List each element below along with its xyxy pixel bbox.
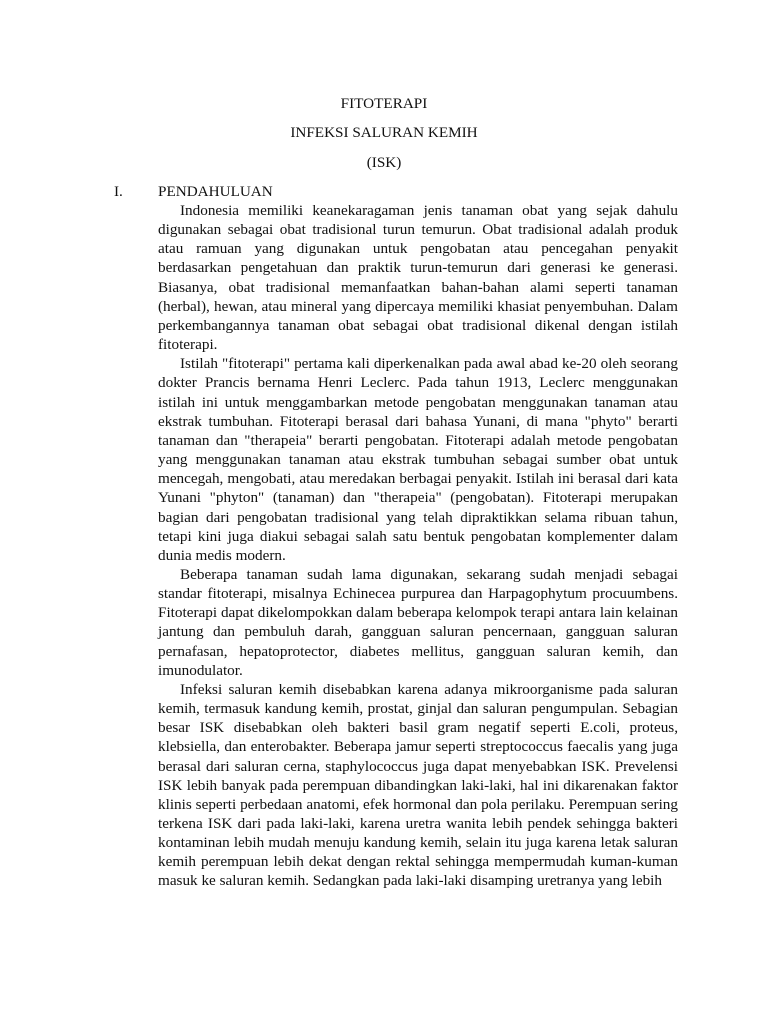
section-body	[158, 201, 678, 891]
paragraph: Infeksi saluran kemih disebabkan karena adanya mikroorganisme pada saluran kemih, termasuk kandung kemih, prostat, ginjal dan saluran pengumpulan. Sebagian besar ISK disebabkan oleh bakteri basil gram negatif seperti E.coli, proteus, klebsiella, dan enterobakter. Beberapa jamur seperti streptococcus faecalis yang juga berasal dari saluran cerna, staphylococcus juga dapat menyebabkan ISK. Prevelensi ISK lebih banyak pada perempuan dibandingkan laki-laki, hal ini dikarenakan faktor klinis seperti perbedaan anatomi, efek hormonal dan pola perilaku. Perempuan sering terkena ISK dari pada laki-laki, karena uretra wanita lebih pendek sehingga bakteri kontaminan lebih mudah menuju kandung kemih, selain itu juga karena letak saluran kemih perempuan lebih dekat dengan rektal sehingga mempermudah kuman-kuman masuk ke saluran kemih. Sedangkan pada laki-laki disamping uretranya yang lebih	[158, 680, 678, 890]
section-heading: PENDAHULUAN	[158, 183, 273, 200]
document-subtitle: INFEKSI SALURAN KEMIH	[290, 124, 478, 141]
paragraph: Istilah "fitoterapi" pertama kali diperkenalkan pada awal abad ke-20 oleh seorang dokter Prancis bernama Henri Leclerc. Pada tahun 1913, Leclerc menggunakan istilah ini untuk menggambarkan metode pengobatan menggunakan tanaman atau ekstrak tumbuhan. Fitoterapi berasal dari bahasa Yunani, di mana "phyto" berarti tanaman dan "therapeia" berarti pengobatan. Fitoterapi adalah metode pengobatan yang menggunakan tanaman atau ekstrak tumbuhan sebagai sumber obat untuk mencegah, mengobati, atau meredakan berbagai penyakit. Istilah ini berasal dari kata Yunani "phyton" (tanaman) dan "therapeia" (pengobatan). Fitoterapi merupakan bagian dari pengobatan tradisional yang telah dipraktikkan selama ribuan tahun, tetapi kini juga diakui sebagai salah satu bentuk pengobatan komplementer dalam dunia medis modern.	[158, 355, 678, 564]
document-abbreviation: (ISK)	[366, 154, 402, 171]
section-number: I.	[114, 183, 123, 200]
document-title: FITOTERAPI	[340, 95, 428, 112]
paragraph: Beberapa tanaman sudah lama digunakan, sekarang sudah menjadi sebagai standar fitoterapi, misalnya Echinecea purpurea dan Harpagophytum procuumbens. Fitoterapi dapat dikelompokkan dalam beberapa kelompok terapi antara lain kelainan jantung dan pembuluh darah, gangguan saluran pencernaan, gangguan saluran pernafasan, hepatoprotector, diabetes mellitus, gangguan saluran kemih, dan imunodulator.	[158, 565, 678, 679]
paragraph: Indonesia memiliki keanekaragaman jenis tanaman obat yang sejak dahulu digunakan sebagai obat tradisional turun temurun. Obat tradisional adalah produk atau ramuan yang digunakan untuk pengobatan atau pencegahan penyakit berdasarkan pengetahuan dan praktik turun-temurun dari generasi ke generasi. Biasanya, obat tradisional memanfaatkan bahan-bahan alami seperti tanaman (herbal), hewan, atau mineral yang dipercaya memiliki khasiat penyembuhan. Dalam perkembangannya tanaman obat sebagai obat tradisional dikenal dengan istilah fitoterapi.	[158, 202, 678, 354]
